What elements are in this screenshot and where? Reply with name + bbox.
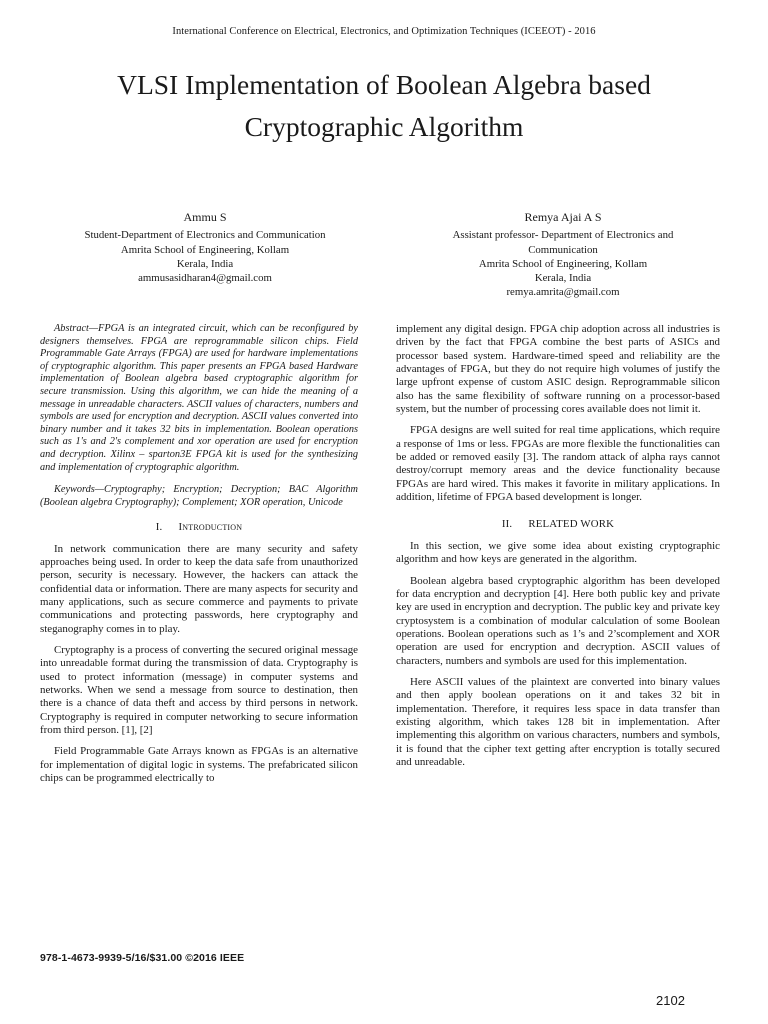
author-email: ammusasidharan4@gmail.com — [138, 272, 272, 285]
left-column — [40, 323, 358, 794]
author-location: Kerala, India — [176, 257, 234, 270]
related-paragraph-1: In this section, we give some idea about existing cryptographic algorithm and how keys are generated in the algorithm. — [396, 539, 720, 566]
author-school: Amrita School of Engineering, Kollam — [478, 257, 648, 270]
author-email: remya.amrita@gmail.com — [506, 286, 620, 299]
title-line-2: Cryptographic Algorithm — [244, 111, 524, 142]
author-name: Ammu S — [183, 210, 227, 224]
section-heading-related-work — [396, 518, 720, 531]
section-heading-introduction — [40, 521, 358, 534]
section-title-rest: ntroduction — [182, 521, 243, 534]
conference-header: International Conference on Electrical, Electronics, and Optimization Techniques (ICEEOT) - 2016 — [172, 26, 596, 37]
keywords-text: Keywords—Cryptography; Encryption; Decryption; BAC Algorithm (Boolean algebra Cryptography); Complement; XOR operation, Unicode — [40, 484, 358, 508]
related-paragraph-3: Here ASCII values of the plaintext are converted into binary values and then apply boolean operations on it and takes 32 bit in implementation. Therefore, it requires less space in data transfer than existing algorithm, which takes 128 bit in implementation. After implementing this algorithm on various characters, numbers and symbols, it is found that the cipher text getting after encryption is totally secured and unreadable. — [396, 675, 720, 768]
author-block-1 — [40, 210, 370, 285]
abstract-block — [40, 323, 358, 509]
author-location: Kerala, India — [534, 272, 592, 285]
author-name: Remya Ajai A S — [524, 210, 602, 224]
author-affiliation: Student-Department of Electronics and Communication — [84, 229, 326, 242]
section-title-initial: I — [178, 521, 183, 534]
right-column — [396, 323, 720, 777]
abstract-text: Abstract—FPGA is an integrated circuit, which can be reconfigured by designers themselves. FPGA are reprogrammable silicon chips. Field Programmable Gate Arrays (FPGA) are used for hardware implementations of cryptographic algorithm. This paper presents an FPGA based Hardware implementation of Boolean algebra based cryptographic algorithm for secure transmission. Using this algorithm, we can hide the meaning of a message in unreadable characters. ASCII values of characters, numbers and symbols are used for encryption and decryption. ASCII values converted into binary number and it takes 32 bits in implementation. Boolean operations such as 1's and 2's complement and xor operation are used for encryption and decryption. Xilinx – sparton3E FPGA kit is used for the synthesizing and implementation of cryptographic algorithm. — [40, 323, 358, 473]
section-number: I. — [155, 521, 163, 534]
related-paragraph-2: Boolean algebra based cryptographic algorithm has been developed for data encryption and decryption [4]. Here both public key and private key are used in encryption and decryption. The public key and private key cryptosystem is a combination of modular calculation of some Boolean operations. Boolean operations such as 1’s and 2’scomplement and XOR operation are used for encryption and decryption. ASCII values of characters, numbers and symbols are used for this implementation. — [396, 574, 720, 667]
section-number: II. — [501, 518, 513, 531]
isbn-footer: 978-1-4673-9939-5/16/$31.00 ©2016 IEEE — [40, 952, 245, 964]
intro-paragraph-4: FPGA designs are well suited for real time applications, which require a response of 1ms or less. FPGAs are more flexible the functionalities can be added or removed easily [3]. The random attack of alpha rays cannot destroy/corrupt memory areas and the device functionality because FPGAs are hard wired. This makes it favorite in military applications. In addition, lifetime of FPGA based development is longer. — [396, 424, 720, 504]
author-school: Amrita School of Engineering, Kollam — [120, 243, 290, 256]
title-line-1: VLSI Implementation of Boolean Algebra based — [117, 69, 651, 100]
paper-title — [30, 64, 738, 148]
intro-paragraph-1: In network communication there are many security and safety approaches being used. In order to keep the data safe from unauthorized person, security is necessary. However, the hackers can attack the confidential data or information. There are many aspects for security and many applications, such as secure commerce and payments to private communications and protecting passwords, here cryptography and steganography comes in to play. — [40, 542, 358, 635]
section-title: RELATED WORK — [528, 518, 615, 531]
author-affiliation-cont: Communication — [528, 243, 598, 256]
author-block-2 — [398, 210, 728, 300]
intro-paragraph-3: Field Programmable Gate Arrays known as FPGAs is an alternative for implementation of digital logic in systems. The prefabricated silicon chips can be programmed electrically to — [40, 745, 358, 785]
intro-paragraph-2: Cryptography is a process of converting the secured original message into unreadable format during the transmission of data. Cryptography is used to protect information (message) in computer systems and networks. When we send a message from source to destination, then there is a chance of data theft and access by third persons in network. Cryptography is required in computer networking to secure information from third person. [1], [2] — [40, 644, 358, 737]
intro-continuation: implement any digital design. FPGA chip adoption across all industries is driven by the fact that FPGA combine the best parts of ASICs and processor based system. Hardware-timed speed and reliability are the advantages of FPGA, but they do not require high volumes of justify the large upfront expense of custom ASIC design. Reprogrammable silicon also has the same flexibility of software running on a processor-based system, but the number of processing cores available does not limit it. — [396, 323, 720, 416]
author-affiliation: Assistant professor- Department of Electronics and — [452, 229, 674, 242]
page-number: 2102 — [656, 993, 685, 1008]
